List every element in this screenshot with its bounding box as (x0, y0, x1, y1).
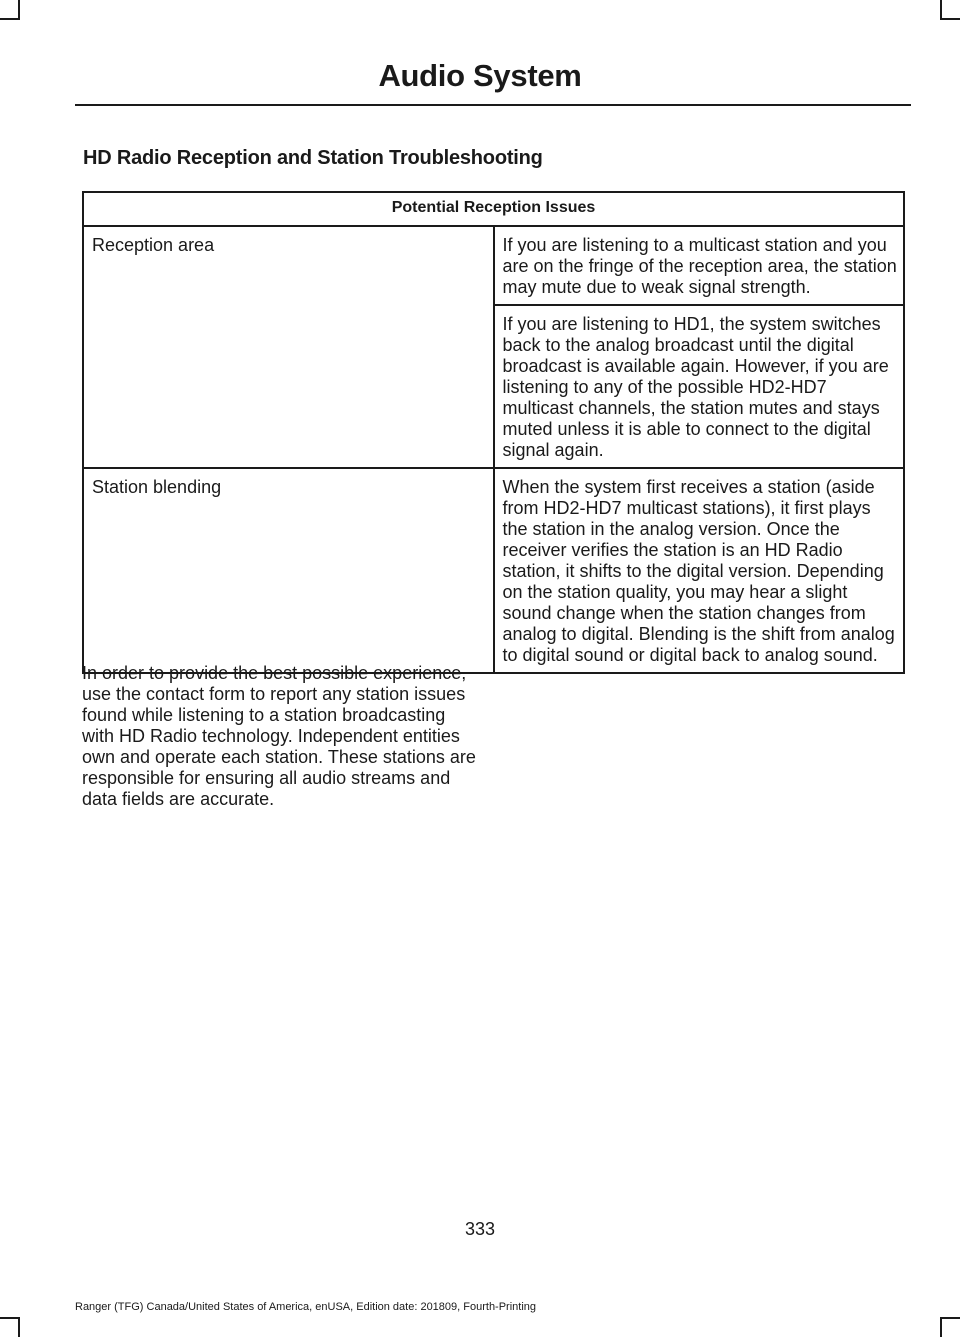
table-row (83, 226, 904, 305)
crop-mark-top-left (18, 0, 20, 20)
crop-mark-top-right (940, 0, 942, 20)
body-paragraph: In order to provide the best possible experience, use the contact form to report any station issues found while listening to a station broadcasting with HD Radio technology. Independent entities own and operate each station. These stations are responsible for ensuring all audio streams and data fields are accurate. (82, 663, 476, 809)
cause-text: When the system first receives a station (aside from HD2-HD7 multicast stations), it first plays the station in the analog version. Once the receiver verifies the station is an HD Radio station, it shifts to the digital version. Depending on the station quality, you may hear a slight sound change when the station changes from analog to digital. Blending is the shift from analog to digital sound or digital back to analog sound. (502, 477, 895, 665)
crop-mark-top-left (0, 18, 19, 20)
crop-mark-top-right (941, 18, 960, 20)
crop-mark-bottom-right (940, 1317, 942, 1337)
header-divider (75, 104, 911, 106)
crop-mark-bottom-right (941, 1317, 960, 1319)
issue-cell: Reception area (83, 226, 494, 468)
reception-issues-table (82, 191, 905, 674)
cause-cell (494, 305, 905, 468)
table-header: Potential Reception Issues (83, 192, 904, 226)
table-header-row (83, 192, 904, 226)
table-row (83, 468, 904, 673)
issue-cell: Station blending (83, 468, 494, 673)
crop-mark-bottom-left (0, 1317, 19, 1319)
cause-cell (494, 226, 905, 305)
page-header-title: Audio System (378, 58, 582, 93)
edition-footer: Ranger (TFG) Canada/United States of America, enUSA, Edition date: 201809, Fourth-Printing (75, 1301, 537, 1313)
crop-mark-bottom-left (18, 1317, 20, 1337)
page-number: 333 (464, 1219, 496, 1239)
cause-text: If you are listening to HD1, the system switches back to the analog broadcast until the digital broadcast is available again. However, if you are listening to any of the possible HD2-HD7 multicast channels, the station mutes and stays muted unless it is able to connect to the digital signal again. (502, 314, 889, 460)
section-title: HD Radio Reception and Station Troubleshooting (83, 147, 543, 169)
cause-text: If you are listening to a multicast station and you are on the fringe of the reception area, the station may mute due to weak signal strength. (502, 235, 897, 297)
cause-cell (494, 468, 905, 673)
